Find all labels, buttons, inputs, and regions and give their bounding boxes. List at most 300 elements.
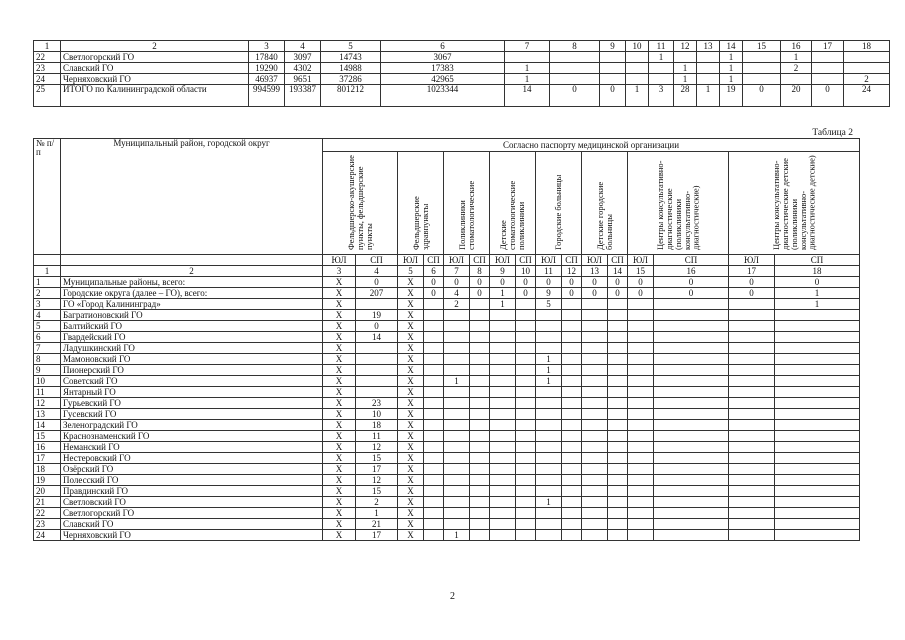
table-cell <box>550 63 600 74</box>
table-cell <box>444 365 470 376</box>
table-cell: 1 <box>490 288 516 299</box>
table-cell: 1 <box>775 299 860 310</box>
table-cell <box>608 453 628 464</box>
table-cell <box>536 530 562 541</box>
table-cell: 10 <box>356 409 398 420</box>
table-cell <box>608 343 628 354</box>
table-cell <box>490 387 516 398</box>
table-cell: 14988 <box>321 63 381 74</box>
table-cell: 1 <box>536 497 562 508</box>
table-cell <box>470 343 490 354</box>
table-cell <box>470 332 490 343</box>
column-number: 14 <box>720 41 743 52</box>
table-cell <box>470 409 490 420</box>
table-cell <box>490 453 516 464</box>
column-number: 2 <box>61 266 323 277</box>
table-cell <box>608 354 628 365</box>
table-cell <box>444 343 470 354</box>
table-cell <box>582 486 608 497</box>
table-cell <box>628 420 654 431</box>
table-cell: 0 <box>600 85 626 107</box>
table-cell <box>516 497 536 508</box>
table-cell <box>562 453 582 464</box>
table-row <box>34 519 860 530</box>
table-cell: Х <box>398 453 424 464</box>
table-cell: 11 <box>356 431 398 442</box>
table-row <box>34 288 860 299</box>
table-cell <box>654 442 729 453</box>
table-cell: 21 <box>356 519 398 530</box>
table-cell: Х <box>323 497 356 508</box>
table-cell: 4 <box>444 288 470 299</box>
column-number: 13 <box>582 266 608 277</box>
table-cell <box>490 409 516 420</box>
table-row <box>34 343 860 354</box>
table-cell <box>536 321 562 332</box>
table-cell <box>628 431 654 442</box>
table-cell <box>444 475 470 486</box>
row-number: 10 <box>34 376 61 387</box>
table-cell <box>516 519 536 530</box>
table-cell <box>729 442 775 453</box>
table-cell: Х <box>398 365 424 376</box>
column-number: 12 <box>562 266 582 277</box>
table-cell <box>729 475 775 486</box>
table-cell <box>608 420 628 431</box>
table-cell <box>424 530 444 541</box>
column-number: 3 <box>249 41 285 52</box>
table-cell: 5 <box>536 299 562 310</box>
table-cell <box>536 464 562 475</box>
sub-header: СП <box>654 255 729 266</box>
table-cell <box>654 475 729 486</box>
table-cell: 14 <box>356 332 398 343</box>
column-number: 1 <box>34 41 61 52</box>
table-cell: Х <box>323 530 356 541</box>
table-cell <box>562 321 582 332</box>
table-cell <box>697 74 720 85</box>
sub-header: СП <box>608 255 628 266</box>
column-number: 13 <box>697 41 720 52</box>
category-header <box>398 152 444 255</box>
table-cell <box>490 442 516 453</box>
column-number: 15 <box>628 266 654 277</box>
table-cell <box>470 508 490 519</box>
category-header <box>323 152 398 255</box>
table-caption: Таблица 2 <box>812 128 853 138</box>
table-cell: Х <box>398 420 424 431</box>
category-header <box>444 152 490 255</box>
table-cell <box>562 398 582 409</box>
table-cell <box>608 398 628 409</box>
table-cell: 17383 <box>381 63 505 74</box>
district-name: Балтийский ГО <box>61 321 323 332</box>
table-cell: 1 <box>505 63 550 74</box>
table-cell <box>775 497 860 508</box>
table-cell <box>729 420 775 431</box>
table-cell <box>536 508 562 519</box>
table-cell <box>654 453 729 464</box>
table-row <box>34 277 860 288</box>
table-cell <box>582 376 608 387</box>
table-row <box>34 398 860 409</box>
column-number: 10 <box>516 266 536 277</box>
sub-header: СП <box>424 255 444 266</box>
table-cell <box>628 530 654 541</box>
table-cell <box>424 376 444 387</box>
table-row <box>34 74 890 85</box>
num-header: № п/п <box>34 139 61 255</box>
table-cell <box>743 63 781 74</box>
table-cell <box>470 387 490 398</box>
table-cell <box>608 486 628 497</box>
table-cell: 46937 <box>249 74 285 85</box>
table-cell <box>654 530 729 541</box>
row-number: 17 <box>34 453 61 464</box>
table-cell <box>628 332 654 343</box>
table-cell <box>628 299 654 310</box>
table-cell <box>626 52 649 63</box>
table-cell <box>608 431 628 442</box>
table-cell: 0 <box>470 277 490 288</box>
table-cell <box>444 321 470 332</box>
table-cell: 0 <box>562 277 582 288</box>
table-cell <box>536 486 562 497</box>
table-cell <box>424 299 444 310</box>
table-cell: 0 <box>490 277 516 288</box>
table-row <box>34 299 860 310</box>
table-cell: 801212 <box>321 85 381 107</box>
table-cell: 1 <box>674 74 697 85</box>
column-number: 18 <box>775 266 860 277</box>
table-cell <box>582 431 608 442</box>
table-cell: 0 <box>628 277 654 288</box>
table-row <box>34 420 860 431</box>
table-cell <box>562 365 582 376</box>
column-number: 15 <box>743 41 781 52</box>
category-label: Центры консультативно-диагностические детские (поликлиники консультативно-диагностические детские) <box>770 155 817 250</box>
table-cell: Х <box>398 332 424 343</box>
table-row <box>34 310 860 321</box>
table-cell <box>516 343 536 354</box>
table-cell <box>470 299 490 310</box>
column-number: 1 <box>34 266 61 277</box>
table-cell <box>775 321 860 332</box>
table-cell <box>470 398 490 409</box>
table-cell <box>775 376 860 387</box>
district-name: Черняховский ГО <box>61 74 249 85</box>
column-number: 5 <box>321 41 381 52</box>
column-number: 6 <box>424 266 444 277</box>
table-cell <box>608 409 628 420</box>
table-cell <box>582 508 608 519</box>
table-cell <box>729 486 775 497</box>
table-cell <box>470 475 490 486</box>
table-cell <box>356 299 398 310</box>
table-cell: Х <box>323 376 356 387</box>
table-cell: Х <box>398 387 424 398</box>
table-cell <box>608 365 628 376</box>
table-cell <box>470 354 490 365</box>
table-cell <box>470 420 490 431</box>
table-cell <box>490 420 516 431</box>
column-number: 7 <box>444 266 470 277</box>
table-cell: Х <box>323 343 356 354</box>
category-label: Центры консультативно-диагностические (поликлиники консультативно-диагностические) <box>654 160 701 250</box>
table-cell: 20 <box>781 85 812 107</box>
table-cell <box>674 52 697 63</box>
row-number: 23 <box>34 519 61 530</box>
table-cell <box>470 365 490 376</box>
table-cell: 9 <box>536 288 562 299</box>
table-cell <box>424 354 444 365</box>
table-cell: Х <box>398 508 424 519</box>
table-cell <box>608 464 628 475</box>
table-cell <box>582 497 608 508</box>
column-number: 9 <box>600 41 626 52</box>
table-cell <box>654 409 729 420</box>
table-cell: 1023344 <box>381 85 505 107</box>
column-number: 5 <box>398 266 424 277</box>
table-cell: 1 <box>536 376 562 387</box>
district-name: Янтарный ГО <box>61 387 323 398</box>
table-cell <box>490 354 516 365</box>
district-name: Ладушкинский ГО <box>61 343 323 354</box>
table-cell <box>536 420 562 431</box>
table-cell: 1 <box>490 299 516 310</box>
table-cell <box>356 387 398 398</box>
table-cell <box>628 354 654 365</box>
table-cell <box>729 376 775 387</box>
table-cell <box>626 63 649 74</box>
table-cell <box>649 63 674 74</box>
sub-header: ЮЛ <box>729 255 775 266</box>
column-number: 7 <box>505 41 550 52</box>
category-label: Детские стоматологические поликлиники <box>498 180 526 250</box>
table-cell <box>562 519 582 530</box>
table-cell: 1 <box>697 85 720 107</box>
table-cell <box>562 420 582 431</box>
table-cell: 4302 <box>285 63 321 74</box>
table-cell <box>582 519 608 530</box>
table-cell <box>424 398 444 409</box>
district-name: Светлогорский ГО <box>61 52 249 63</box>
table-cell <box>582 343 608 354</box>
table-cell <box>775 420 860 431</box>
table-cell: 0 <box>424 277 444 288</box>
table-cell <box>562 486 582 497</box>
district-name: Багратионовский ГО <box>61 310 323 321</box>
table-cell <box>424 365 444 376</box>
table-cell <box>562 530 582 541</box>
table-cell: 3097 <box>285 52 321 63</box>
table-cell <box>516 332 536 343</box>
table-cell <box>743 74 781 85</box>
table-cell <box>470 453 490 464</box>
table-cell <box>697 63 720 74</box>
table-cell: Х <box>323 486 356 497</box>
table-cell <box>775 310 860 321</box>
table-cell <box>729 299 775 310</box>
column-number: 9 <box>490 266 516 277</box>
table-cell <box>562 431 582 442</box>
table-cell: 0 <box>562 288 582 299</box>
table-cell <box>516 530 536 541</box>
table-cell: Х <box>398 310 424 321</box>
column-number: 6 <box>381 41 505 52</box>
table-row <box>34 321 860 332</box>
table-cell: Х <box>398 519 424 530</box>
table-cell <box>628 343 654 354</box>
table-cell <box>781 74 812 85</box>
table-cell <box>444 310 470 321</box>
table-cell <box>516 365 536 376</box>
table-cell <box>844 63 890 74</box>
table-cell: 0 <box>516 277 536 288</box>
table-cell: Х <box>398 530 424 541</box>
table-cell <box>608 376 628 387</box>
table-cell <box>516 398 536 409</box>
table-cell <box>628 365 654 376</box>
table-cell <box>582 464 608 475</box>
column-number: 8 <box>550 41 600 52</box>
table-cell <box>536 332 562 343</box>
table-cell <box>490 365 516 376</box>
table-cell <box>562 299 582 310</box>
table-cell <box>444 508 470 519</box>
table-cell <box>444 398 470 409</box>
table-cell: 0 <box>628 288 654 299</box>
table-cell <box>608 497 628 508</box>
column-number: 8 <box>470 266 490 277</box>
table-cell <box>582 387 608 398</box>
table-cell <box>516 420 536 431</box>
table-cell: 1 <box>674 63 697 74</box>
table-cell <box>628 376 654 387</box>
table-cell <box>628 486 654 497</box>
column-number: 17 <box>812 41 844 52</box>
table-cell <box>516 475 536 486</box>
table-row <box>34 530 860 541</box>
table-cell <box>562 442 582 453</box>
table-cell <box>812 74 844 85</box>
table-cell <box>812 63 844 74</box>
column-number: 17 <box>729 266 775 277</box>
top-table <box>33 40 890 107</box>
table-cell: 1 <box>781 52 812 63</box>
table-cell: 17840 <box>249 52 285 63</box>
table-cell: 19 <box>356 310 398 321</box>
table-cell <box>812 52 844 63</box>
table-cell: Х <box>398 409 424 420</box>
main-table <box>33 138 860 541</box>
table-cell: 22 <box>34 52 61 63</box>
table-cell <box>775 453 860 464</box>
table-cell: Х <box>323 310 356 321</box>
table-cell <box>654 420 729 431</box>
sub-header: ЮЛ <box>444 255 470 266</box>
table-cell <box>490 431 516 442</box>
table-cell <box>490 398 516 409</box>
district-name: Правдинский ГО <box>61 486 323 497</box>
district-name: Гвардейский ГО <box>61 332 323 343</box>
table-cell <box>424 475 444 486</box>
table-cell: 1 <box>720 63 743 74</box>
district-name: Зеленоградский ГО <box>61 420 323 431</box>
table-cell: 23 <box>356 398 398 409</box>
row-number: 12 <box>34 398 61 409</box>
table-cell <box>562 376 582 387</box>
table-cell: 0 <box>608 277 628 288</box>
sub-header: ЮЛ <box>398 255 424 266</box>
table-cell <box>582 442 608 453</box>
table-cell <box>608 387 628 398</box>
table-cell <box>628 519 654 530</box>
table-cell <box>562 475 582 486</box>
table-cell <box>444 387 470 398</box>
table-cell: 17 <box>356 530 398 541</box>
table-cell <box>775 343 860 354</box>
table-cell: 2 <box>844 74 890 85</box>
table-cell: Х <box>398 497 424 508</box>
table-row <box>34 409 860 420</box>
table-cell: Х <box>323 288 356 299</box>
table-cell: 1 <box>505 74 550 85</box>
column-number: 16 <box>781 41 812 52</box>
table-cell: 23 <box>34 63 61 74</box>
sub-header: СП <box>562 255 582 266</box>
category-label: Городские больницы <box>553 174 564 250</box>
table-cell <box>444 464 470 475</box>
table-cell <box>626 74 649 85</box>
column-number: 12 <box>674 41 697 52</box>
table-cell <box>600 52 626 63</box>
table-cell <box>490 376 516 387</box>
table-cell <box>470 464 490 475</box>
table-cell: 0 <box>654 288 729 299</box>
table-cell <box>516 310 536 321</box>
table-cell <box>654 354 729 365</box>
table-row <box>34 332 860 343</box>
table-cell: 1 <box>444 376 470 387</box>
table-cell: 24 <box>34 74 61 85</box>
table-row <box>34 387 860 398</box>
table-cell: 0 <box>729 277 775 288</box>
column-number: 18 <box>844 41 890 52</box>
table-cell: Х <box>398 321 424 332</box>
table-cell <box>470 486 490 497</box>
table-cell <box>444 442 470 453</box>
table-row <box>34 453 860 464</box>
sub-header-row <box>34 255 860 266</box>
table-cell <box>505 52 550 63</box>
table-cell <box>582 420 608 431</box>
table-cell <box>562 497 582 508</box>
table-cell <box>608 530 628 541</box>
table-cell <box>729 354 775 365</box>
district-name: Краснознаменский ГО <box>61 431 323 442</box>
row-number: 3 <box>34 299 61 310</box>
row-number: 14 <box>34 420 61 431</box>
table-cell <box>775 475 860 486</box>
table-cell <box>424 519 444 530</box>
table-cell <box>654 299 729 310</box>
table-cell <box>775 398 860 409</box>
district-name: Озёрский ГО <box>61 464 323 475</box>
row-number: 11 <box>34 387 61 398</box>
table-cell: Х <box>323 277 356 288</box>
district-name: Неманский ГО <box>61 442 323 453</box>
